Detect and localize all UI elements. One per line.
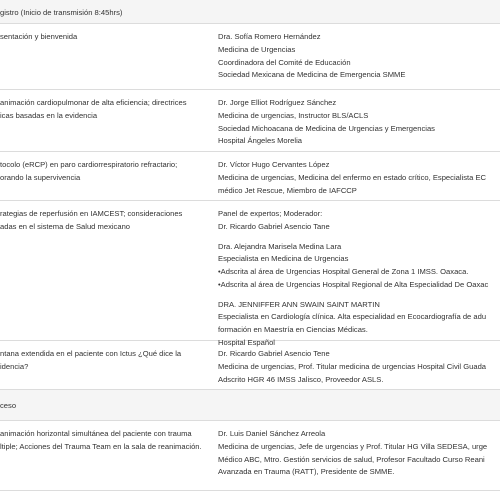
talk-title — [0, 159, 218, 200]
talk-title-line: adas en el sistema de Salud mexicano — [0, 221, 131, 231]
talk-title-line: animación cardiopulmonar de alta eficiencia; directrices — [0, 98, 187, 107]
speaker-info — [218, 97, 500, 151]
speaker-detail: formación en Maestría en Ciencias Médicas. — [218, 325, 368, 334]
moderator-name: Dr. Ricardo Gabriel Asencio Tane — [218, 221, 330, 231]
speaker-detail: Medicina de urgencias, Medicina del enfermo en estado crítico, Especialista EC — [218, 172, 487, 182]
talk-title-line: orando la supervivencia — [0, 172, 81, 182]
speaker-name: Dr. Luis Daniel Sánchez Arreola — [218, 429, 326, 438]
speaker-detail: Hospital Ángeles Morelia — [218, 136, 302, 146]
program-row — [0, 24, 500, 90]
speaker-detail: Especialista en Cardiología clínica. Alta especialidad en Ecocardiografía de adu — [218, 312, 487, 322]
talk-title-line: rategias de reperfusión en IAMCEST; consideraciones — [0, 209, 183, 218]
talk-title-line: icas basadas en la evidencia — [0, 110, 98, 120]
speaker-detail: Especialista en Medicina de Urgencias — [218, 254, 349, 264]
speaker-detail: médico Jet Rescue, Miembro de IAFCCP — [218, 185, 357, 195]
program-row — [0, 90, 500, 152]
speaker-detail: Adscrito HGR 46 IMSS Jalisco, Proveedor ASLS. — [218, 374, 384, 384]
speaker-detail: Avanzada en Trauma (RATT), Presidente de SMME. — [218, 467, 395, 477]
section-header — [0, 0, 500, 24]
speaker-detail: Coordinadora del Comité de Educación — [218, 57, 351, 67]
panel-label: Panel de expertos; Moderador: — [218, 209, 323, 218]
speaker-detail: •Adscrita al área de Urgencias Hospital Regional de Alta Especialidad De Oaxac — [218, 279, 489, 289]
talk-title-line: animación horizontal simultánea del paciente con trauma — [0, 429, 192, 438]
speaker-info — [218, 31, 500, 89]
speaker-name: Dra. Alejandra Marisela Medina Lara — [218, 241, 342, 251]
program-row — [0, 152, 500, 201]
program-row — [0, 201, 500, 347]
speaker-detail: Médico ABC, Mtro. Gestión servicios de salud, Profesor Facultado Curso Reani — [218, 454, 485, 464]
block-gap — [218, 234, 500, 241]
speaker-info — [218, 348, 500, 389]
speaker-name: Dra. Sofía Romero Hernández — [218, 32, 321, 41]
speaker-detail: Medicina de urgencias, Jefe de urgencias y Prof. Titular HG Villa SEDESA, urge — [218, 441, 488, 451]
speaker-detail: Medicina de urgencias, Prof. Titular medicina de urgencias Hospital Civil Guada — [218, 361, 487, 371]
talk-title — [0, 348, 218, 389]
talk-title — [0, 428, 218, 490]
program-row — [0, 421, 500, 491]
speaker-info — [218, 208, 500, 347]
speaker-info — [218, 159, 500, 200]
talk-title — [0, 97, 218, 151]
talk-title — [0, 208, 218, 340]
speaker-info — [218, 428, 500, 490]
talk-title-line: sentación y bienvenida — [0, 32, 78, 41]
speaker-detail: Hospital Español — [218, 337, 275, 347]
speaker-name: Dr. Ricardo Gabriel Asencio Tene — [218, 349, 330, 358]
speaker-name: Dr. Jorge Elliot Rodríguez Sánchez — [218, 98, 337, 107]
speaker-detail: Medicina de urgencias, Instructor BLS/ACLS — [218, 110, 369, 120]
program-row — [0, 341, 500, 390]
talk-title — [0, 31, 218, 89]
speaker-detail: Sociedad Mexicana de Medicina de Emergencia SMME — [218, 70, 406, 80]
talk-title-line: tocolo (eRCP) en paro cardiorrespiratorio refractario; — [0, 160, 178, 169]
section-header — [0, 390, 500, 421]
talk-title-line: ltiple; Acciones del Trauma Team en la sala de reanimación. — [0, 441, 202, 451]
speaker-name: DRA. JENNIFFER ANN SWAIN SAINT MARTIN — [218, 299, 380, 309]
block-gap — [218, 292, 500, 299]
speaker-detail: Medicina de Urgencias — [218, 44, 296, 54]
section-label: gistro (Inicio de transmisión 8:45hrs) — [0, 8, 123, 17]
talk-title-line: ntana extendida en el paciente con Ictus ¿Qué dice la — [0, 349, 182, 358]
talk-title-line: idencia? — [0, 361, 29, 371]
speaker-name: Dr. Víctor Hugo Cervantes López — [218, 160, 330, 169]
speaker-detail: Sociedad Michoacana de Medicina de Urgencias y Emergencias — [218, 123, 435, 133]
speaker-detail: •Adscrita al área de Urgencias Hospital General de Zona 1 IMSS. Oaxaca. — [218, 267, 469, 276]
section-label: ceso — [0, 401, 17, 410]
